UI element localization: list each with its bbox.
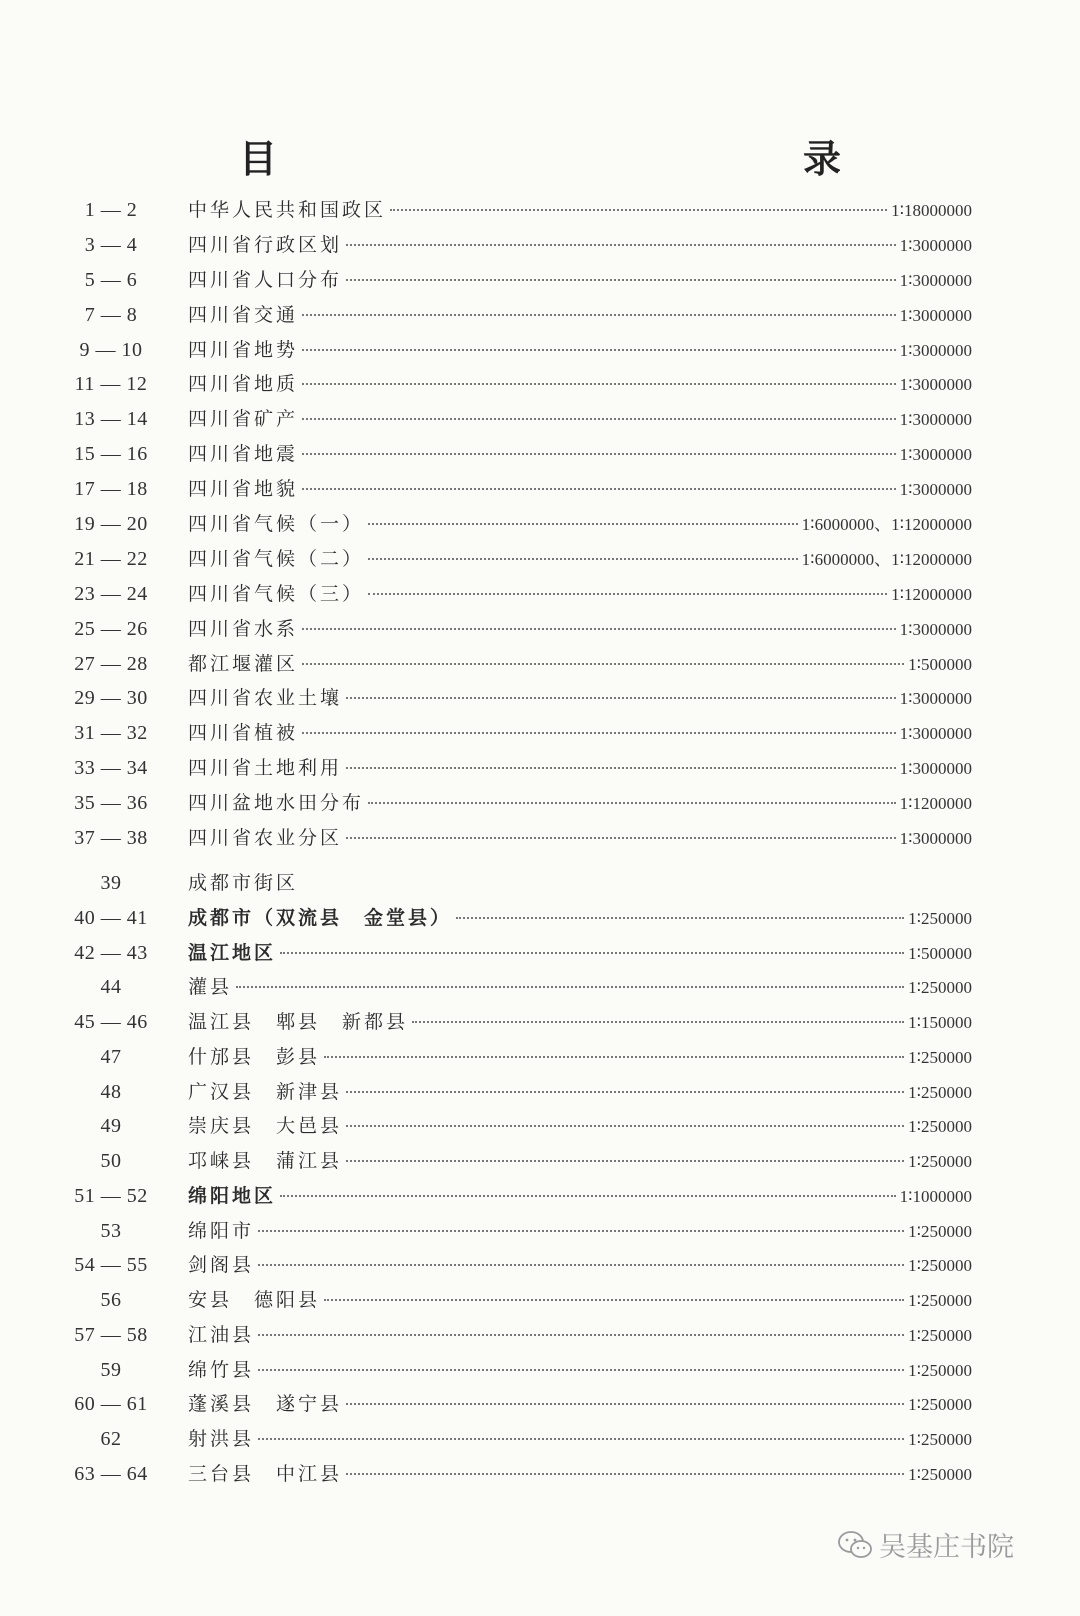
dot-leader	[258, 1263, 904, 1266]
toc-map-title: 四川省植被	[188, 722, 299, 745]
toc-map-scale: 1∶3000000	[899, 829, 972, 849]
toc-map-title: 四川省土地利用	[188, 757, 343, 780]
dot-leader	[368, 557, 798, 560]
toc-entry	[62, 1005, 972, 1040]
toc-map-scale: 1∶250000	[908, 1221, 972, 1241]
toc-section-provincial	[62, 193, 972, 856]
toc-page-number: 27 — 28	[74, 652, 148, 675]
toc-page-number: 23 — 24	[74, 582, 148, 605]
toc-entry	[62, 1387, 972, 1422]
toc-map-title: 四川省地貌	[188, 478, 299, 501]
toc-map-title: 绵阳市	[188, 1219, 255, 1242]
toc-map-scale: 1∶250000	[908, 1047, 972, 1067]
toc-entry	[62, 193, 972, 228]
dot-leader	[456, 916, 904, 919]
toc-map-scale: 1∶250000	[908, 1117, 972, 1137]
toc-map-title: 崇庆县 大邑县	[188, 1115, 343, 1138]
toc-map-title: 四川省地质	[188, 373, 299, 396]
toc-entry	[62, 1075, 972, 1110]
toc-map-title: 广汉县 新津县	[188, 1080, 343, 1103]
toc-map-scale: 1∶6000000、1∶12000000	[801, 549, 972, 569]
toc-map-scale: 1∶3000000	[899, 619, 972, 639]
toc-page-number: 59	[100, 1358, 122, 1381]
toc-map-scale: 1∶250000	[908, 908, 972, 928]
toc-map-title: 四川省水系	[188, 617, 299, 640]
toc-map-scale: 1∶1000000	[899, 1186, 972, 1206]
toc-page-number: 9 — 10	[79, 338, 143, 361]
toc-map-title: 四川省地势	[188, 338, 299, 361]
dot-leader	[346, 1159, 904, 1162]
toc-entry	[62, 367, 972, 402]
toc-entry	[62, 1457, 972, 1492]
toc-map-scale: 1∶18000000	[891, 201, 972, 220]
toc-map-scale: 1∶3000000	[899, 305, 972, 325]
toc-map-title: 蓬溪县 遂宁县	[188, 1393, 343, 1416]
toc-page-number: 57 — 58	[74, 1323, 148, 1346]
toc-entry	[62, 263, 972, 298]
toc-map-title: 四川省矿产	[188, 408, 299, 431]
toc-entry	[62, 681, 972, 716]
toc-page-number: 47	[100, 1045, 122, 1068]
toc-map-title: 三台县 中江县	[188, 1462, 343, 1485]
toc-entry	[62, 472, 972, 507]
dot-leader	[346, 836, 896, 839]
dot-leader	[346, 1124, 904, 1127]
toc-map-scale: 1∶3000000	[899, 480, 972, 500]
toc-map-title: 四川省气候（二）	[188, 547, 365, 570]
toc-map-scale: 1∶3000000	[899, 689, 972, 709]
toc-map-scale: 1∶3000000	[899, 410, 972, 430]
toc-map-title: 成都市街区	[188, 872, 299, 894]
toc-map-scale: 1∶250000	[908, 1430, 972, 1449]
dot-leader	[280, 951, 904, 954]
dot-leader	[258, 1368, 904, 1371]
toc-page-number: 7 — 8	[84, 303, 138, 326]
dot-leader	[236, 985, 904, 988]
toc-page-number: 13 — 14	[74, 408, 148, 431]
toc-map-title: 四川省农业分区	[188, 827, 343, 850]
dot-leader	[302, 382, 896, 385]
toc-entry	[62, 298, 972, 333]
toc-map-scale: 1∶250000	[908, 1395, 972, 1415]
dot-leader	[258, 1333, 904, 1336]
toc-entry	[62, 402, 972, 437]
toc-entry	[62, 970, 972, 1005]
toc-map-scale: 1∶3000000	[899, 445, 972, 465]
watermark-text: 吴基庄书院	[879, 1532, 1014, 1563]
toc-page-number: 50	[100, 1150, 122, 1172]
toc-page-number: 15 — 16	[74, 443, 148, 466]
toc-page-number: 25 — 26	[74, 617, 148, 640]
page-title: 目 录	[238, 136, 991, 181]
toc-entry	[62, 936, 972, 971]
toc-entry	[62, 228, 972, 263]
dot-leader	[346, 766, 896, 769]
toc-page-number: 17 — 18	[74, 478, 148, 501]
toc-entry	[62, 751, 972, 786]
toc-map-title: 成都市（双流县 金堂县）	[188, 906, 453, 929]
toc-page-number: 19 — 20	[74, 513, 148, 536]
dot-leader	[258, 1229, 904, 1232]
toc-page-number: 48	[100, 1080, 122, 1103]
dot-leader	[390, 208, 887, 211]
toc-entry	[62, 507, 972, 542]
toc-page-number: 5 — 6	[84, 268, 138, 291]
dot-leader	[302, 313, 896, 316]
toc-map-scale: 1∶3000000	[899, 724, 972, 744]
toc-map-title: 剑阁县	[188, 1254, 255, 1277]
toc-entry	[62, 1109, 972, 1144]
toc-page-number: 53	[100, 1219, 122, 1242]
dot-leader	[258, 1437, 904, 1440]
toc-map-scale: 1∶250000	[908, 1082, 972, 1102]
dot-leader	[368, 801, 896, 804]
toc-map-scale: 1∶1200000	[899, 794, 972, 814]
dot-leader	[302, 627, 896, 630]
toc-entry	[62, 1248, 972, 1283]
toc-map-scale: 1∶250000	[908, 1464, 972, 1484]
toc-page-number: 44	[100, 976, 122, 999]
dot-leader	[302, 731, 896, 734]
toc-page-number: 39	[100, 872, 122, 894]
dot-leader	[346, 696, 896, 699]
dot-leader	[346, 278, 896, 281]
toc-entry	[62, 866, 972, 901]
toc-entry	[62, 1179, 972, 1214]
toc-page-number: 3 — 4	[84, 233, 138, 256]
wechat-icon	[837, 1530, 873, 1560]
toc-map-title: 绵阳地区	[188, 1184, 277, 1207]
dot-leader	[346, 1090, 904, 1093]
toc-map-scale: 1∶12000000	[891, 584, 972, 604]
dot-leader	[302, 452, 896, 455]
toc-map-title: 安县 德阳县	[188, 1289, 321, 1311]
toc-map-scale: 1∶3000000	[899, 235, 972, 255]
toc-page-number: 40 — 41	[74, 906, 148, 929]
toc-map-title: 四川省行政区划	[188, 233, 343, 256]
toc-map-title: 中华人民共和国政区	[188, 199, 387, 221]
toc-entry	[62, 647, 972, 682]
toc-map-title: 四川省人口分布	[188, 268, 343, 291]
dot-leader	[302, 662, 904, 665]
toc-entry	[62, 1422, 972, 1457]
toc-map-scale: 1∶3000000	[899, 270, 972, 290]
toc-map-title: 邛崃县 蒲江县	[188, 1150, 343, 1172]
dot-leader	[324, 1298, 904, 1301]
dot-leader	[302, 348, 896, 351]
toc-map-scale: 1∶3000000	[899, 375, 972, 395]
toc-entry	[62, 1214, 972, 1249]
toc-entry	[62, 1144, 972, 1179]
toc-entry	[62, 1353, 972, 1388]
toc-entry	[62, 333, 972, 368]
toc-page-number: 60 — 61	[74, 1393, 148, 1416]
toc-section-regional	[62, 866, 972, 1492]
toc-map-title: 绵竹县	[188, 1358, 255, 1381]
dot-leader	[368, 592, 887, 595]
toc-entry	[62, 786, 972, 821]
dot-leader	[346, 1472, 904, 1475]
toc-page-number: 56	[100, 1289, 122, 1311]
toc-map-title: 四川盆地水田分布	[188, 792, 365, 815]
toc-entry	[62, 612, 972, 647]
toc-map-scale: 1∶250000	[908, 1256, 972, 1276]
toc-map-scale: 1∶250000	[908, 1152, 972, 1171]
dot-leader	[346, 1402, 904, 1405]
toc-map-title: 四川省气候（三）	[188, 582, 365, 605]
toc-page-number: 35 — 36	[74, 792, 148, 815]
toc-page-number: 33 — 34	[74, 757, 148, 780]
dot-leader	[324, 1055, 904, 1058]
toc-map-title: 都江堰灌区	[188, 652, 299, 675]
toc-map-scale: 1∶250000	[908, 1291, 972, 1310]
toc-page-number: 62	[100, 1428, 122, 1450]
toc-map-title: 射洪县	[188, 1428, 255, 1450]
dot-leader	[280, 1194, 896, 1197]
toc-entry	[62, 1283, 972, 1318]
toc-map-title: 江油县	[188, 1323, 255, 1346]
toc-map-scale: 1∶6000000、1∶12000000	[801, 515, 972, 535]
toc-map-title: 温江地区	[188, 941, 277, 964]
toc-page-number: 42 — 43	[74, 941, 148, 964]
toc-map-scale: 1∶3000000	[899, 340, 972, 360]
toc-map-title: 什邡县 彭县	[188, 1045, 321, 1068]
toc-map-title: 四川省气候（一）	[188, 513, 365, 536]
toc-entry	[62, 1040, 972, 1075]
toc-map-title: 四川省农业土壤	[188, 687, 343, 710]
toc-entry	[62, 716, 972, 751]
toc-map-title: 四川省地震	[188, 443, 299, 466]
toc-entry	[62, 821, 972, 856]
toc-entry	[62, 901, 972, 936]
toc-page-number: 1 — 2	[84, 199, 138, 221]
toc-page-number: 63 — 64	[74, 1462, 148, 1485]
dot-leader	[368, 522, 798, 525]
toc-page-number: 45 — 46	[74, 1011, 148, 1033]
toc-map-scale: 1∶3000000	[899, 759, 972, 779]
toc-page-number: 29 — 30	[74, 687, 148, 710]
toc-map-scale: 1∶500000	[908, 654, 972, 674]
dot-leader	[346, 243, 896, 246]
toc-page-number: 49	[100, 1115, 122, 1138]
toc-map-title: 灌县	[188, 976, 233, 999]
toc-entry	[62, 1318, 972, 1353]
toc-entry	[62, 542, 972, 577]
toc-page-number: 31 — 32	[74, 722, 148, 745]
toc-map-scale: 1∶250000	[908, 1325, 972, 1345]
dot-leader	[412, 1020, 904, 1023]
dot-leader	[302, 487, 896, 490]
toc-map-scale: 1∶500000	[908, 943, 972, 963]
toc-map-title: 四川省交通	[188, 303, 299, 326]
toc-page-number: 37 — 38	[74, 827, 148, 850]
toc-map-scale: 1∶150000	[908, 1013, 972, 1032]
toc-page-number: 21 — 22	[74, 547, 148, 570]
watermark	[837, 1525, 1014, 1564]
toc-map-scale: 1∶250000	[908, 1360, 972, 1380]
toc-page-number: 54 — 55	[74, 1254, 148, 1277]
toc-map-title: 温江县 郫县 新都县	[188, 1011, 409, 1033]
toc-entry	[62, 437, 972, 472]
toc-page-number: 51 — 52	[74, 1184, 148, 1207]
toc-entry	[62, 577, 972, 612]
toc-page-number: 11 — 12	[74, 373, 148, 396]
toc-map-scale: 1∶250000	[908, 978, 972, 998]
dot-leader	[302, 417, 896, 420]
